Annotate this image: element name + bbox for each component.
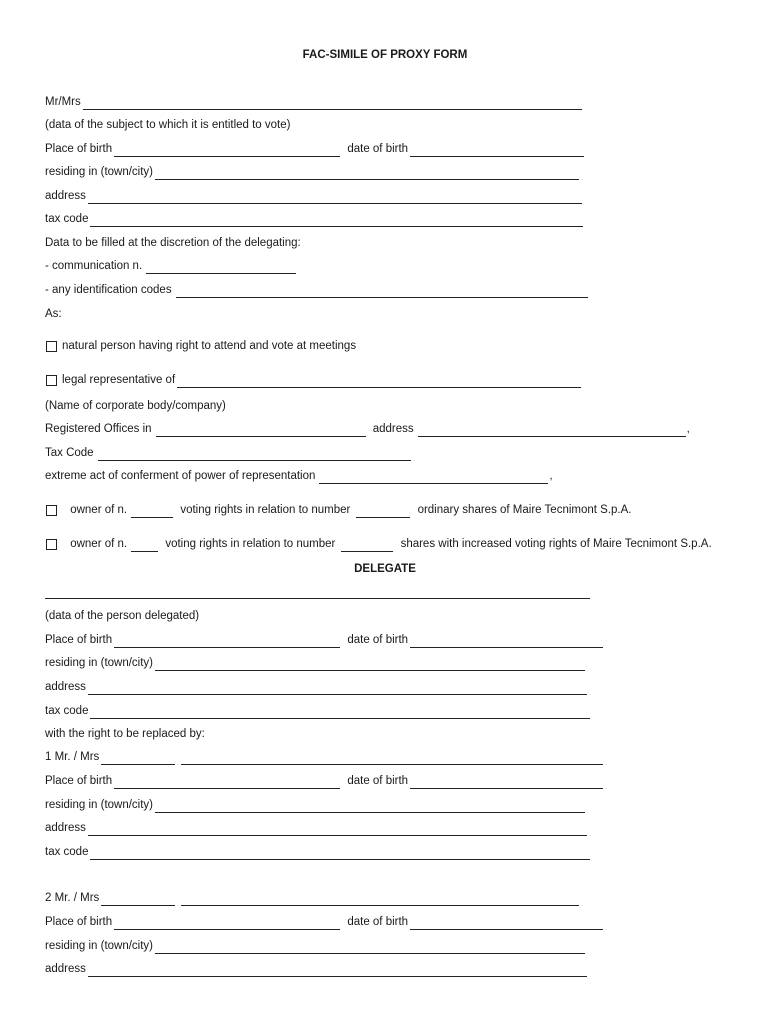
place-of-birth-label: Place of birth bbox=[45, 634, 113, 646]
legal-rep-label: legal representative of bbox=[62, 374, 176, 386]
ordinary-shares-count-field[interactable] bbox=[356, 506, 410, 518]
extreme-act-label: extreme act of conferment of power of representation bbox=[45, 470, 316, 482]
communication-label: - communication n. bbox=[45, 260, 143, 272]
legal-rep-option bbox=[46, 372, 581, 388]
delegate-address-row bbox=[45, 679, 587, 695]
place-of-birth-field[interactable] bbox=[114, 918, 340, 930]
tax-code-field[interactable] bbox=[90, 848, 590, 860]
natural-person-checkbox[interactable] bbox=[46, 341, 57, 352]
ordinary-voting-count-field[interactable] bbox=[131, 506, 173, 518]
sub2-surname-field[interactable] bbox=[181, 894, 579, 906]
company-tax-code-label: Tax Code bbox=[45, 447, 94, 459]
address-field[interactable] bbox=[88, 683, 587, 695]
increased-shares-count-field[interactable] bbox=[341, 540, 393, 552]
residing-row bbox=[45, 164, 579, 180]
mr-mrs-field[interactable] bbox=[83, 98, 582, 110]
increased-shares-option bbox=[46, 536, 712, 552]
tax-code-label: tax code bbox=[45, 846, 89, 858]
legal-rep-field[interactable] bbox=[177, 376, 581, 388]
voting-rights-label: voting rights in relation to number bbox=[165, 538, 336, 550]
sub2-label: 2 Mr. / Mrs bbox=[45, 892, 100, 904]
date-of-birth-field[interactable] bbox=[410, 145, 584, 157]
residing-field[interactable] bbox=[155, 168, 579, 180]
residing-field[interactable] bbox=[155, 801, 585, 813]
date-of-birth-label: date of birth bbox=[347, 634, 409, 646]
communication-row bbox=[45, 258, 296, 274]
sub1-label: 1 Mr. / Mrs bbox=[45, 751, 100, 763]
address-field[interactable] bbox=[88, 192, 582, 204]
sub1-tax-code-row bbox=[45, 844, 590, 860]
company-address-field[interactable] bbox=[418, 425, 686, 437]
date-of-birth-field[interactable] bbox=[410, 918, 603, 930]
tax-code-label: tax code bbox=[45, 705, 89, 717]
place-of-birth-label: Place of birth bbox=[45, 143, 113, 155]
address-field[interactable] bbox=[88, 965, 587, 977]
residing-field[interactable] bbox=[155, 942, 585, 954]
page-title: FAC-SIMILE OF PROXY FORM bbox=[302, 49, 468, 61]
address-label: address bbox=[45, 963, 86, 975]
owner-of-label: owner of n. bbox=[70, 504, 128, 516]
subject-note: (data of the subject to which it is entitled to vote) bbox=[45, 119, 291, 131]
registered-offices-row bbox=[45, 421, 690, 437]
address-label: address bbox=[45, 822, 86, 834]
residing-label: residing in (town/city) bbox=[45, 166, 154, 178]
increased-voting-count-field[interactable] bbox=[131, 540, 158, 552]
date-of-birth-label: date of birth bbox=[347, 143, 409, 155]
address-field[interactable] bbox=[88, 824, 587, 836]
delegate-tax-code-row bbox=[45, 703, 590, 719]
identification-field[interactable] bbox=[176, 286, 588, 298]
delegate-name-field[interactable] bbox=[45, 598, 590, 599]
sub2-name-row bbox=[45, 890, 579, 906]
address-row bbox=[45, 188, 582, 204]
sub1-surname-field[interactable] bbox=[181, 753, 603, 765]
mr-mrs-label: Mr/Mrs bbox=[45, 96, 81, 108]
voting-rights-label: voting rights in relation to number bbox=[180, 504, 351, 516]
address-label: address bbox=[45, 190, 86, 202]
mr-mrs-row bbox=[45, 94, 582, 110]
comma: , bbox=[686, 423, 690, 435]
residing-field[interactable] bbox=[155, 659, 585, 671]
identification-label: - any identification codes bbox=[45, 284, 172, 296]
company-tax-code-row bbox=[45, 445, 411, 461]
date-of-birth-label: date of birth bbox=[347, 916, 409, 928]
increased-shares-label: shares with increased voting rights of Maire Tecnimont S.p.A. bbox=[400, 538, 712, 550]
sub2-address-row bbox=[45, 961, 587, 977]
as-label: As: bbox=[45, 308, 62, 320]
registered-offices-label: Registered Offices in bbox=[45, 423, 152, 435]
delegate-residing-row bbox=[45, 655, 585, 671]
sub1-address-row bbox=[45, 820, 587, 836]
delegate-title: DELEGATE bbox=[354, 563, 416, 575]
tax-code-label: tax code bbox=[45, 213, 89, 225]
legal-rep-checkbox[interactable] bbox=[46, 375, 57, 386]
date-of-birth-field[interactable] bbox=[410, 636, 603, 648]
corporate-name-note: (Name of corporate body/company) bbox=[45, 400, 226, 412]
date-of-birth-field[interactable] bbox=[410, 777, 603, 789]
delegate-person-note: (data of the person delegated) bbox=[45, 610, 200, 622]
residing-label: residing in (town/city) bbox=[45, 657, 154, 669]
place-of-birth-label: Place of birth bbox=[45, 775, 113, 787]
ordinary-shares-option bbox=[46, 502, 631, 518]
address-label: address bbox=[45, 681, 86, 693]
communication-field[interactable] bbox=[146, 262, 296, 274]
ordinary-shares-label: ordinary shares of Maire Tecnimont S.p.A. bbox=[417, 504, 632, 516]
company-tax-code-field[interactable] bbox=[98, 449, 411, 461]
residing-label: residing in (town/city) bbox=[45, 799, 154, 811]
natural-person-label: natural person having right to attend and vote at meetings bbox=[62, 340, 357, 352]
place-of-birth-row bbox=[45, 141, 584, 157]
extreme-act-field[interactable] bbox=[319, 472, 548, 484]
sub1-residing-row bbox=[45, 797, 585, 813]
date-of-birth-label: date of birth bbox=[347, 775, 409, 787]
replaced-by-note: with the right to be replaced by: bbox=[45, 728, 205, 740]
sub1-name-field[interactable] bbox=[101, 753, 175, 765]
registered-offices-field[interactable] bbox=[156, 425, 366, 437]
residing-label: residing in (town/city) bbox=[45, 940, 154, 952]
tax-code-row bbox=[45, 211, 583, 227]
discretion-note: Data to be filled at the discretion of the delegating: bbox=[45, 237, 301, 249]
sub1-name-row bbox=[45, 749, 603, 765]
tax-code-field[interactable] bbox=[90, 215, 583, 227]
owner-of-label: owner of n. bbox=[70, 538, 128, 550]
place-of-birth-field[interactable] bbox=[114, 636, 340, 648]
tax-code-field[interactable] bbox=[90, 707, 590, 719]
comma: , bbox=[549, 470, 553, 482]
company-address-label: address bbox=[372, 423, 414, 435]
sub2-place-of-birth-row bbox=[45, 914, 603, 930]
extreme-act-row bbox=[45, 468, 553, 484]
sub2-name-field[interactable] bbox=[101, 894, 175, 906]
delegate-place-of-birth-row bbox=[45, 632, 603, 648]
sub2-residing-row bbox=[45, 938, 585, 954]
ordinary-shares-checkbox[interactable] bbox=[46, 505, 57, 516]
sub1-place-of-birth-row bbox=[45, 773, 603, 789]
identification-row bbox=[45, 282, 588, 298]
natural-person-option bbox=[46, 338, 356, 354]
place-of-birth-label: Place of birth bbox=[45, 916, 113, 928]
place-of-birth-field[interactable] bbox=[114, 777, 340, 789]
place-of-birth-field[interactable] bbox=[114, 145, 340, 157]
increased-shares-checkbox[interactable] bbox=[46, 539, 57, 550]
